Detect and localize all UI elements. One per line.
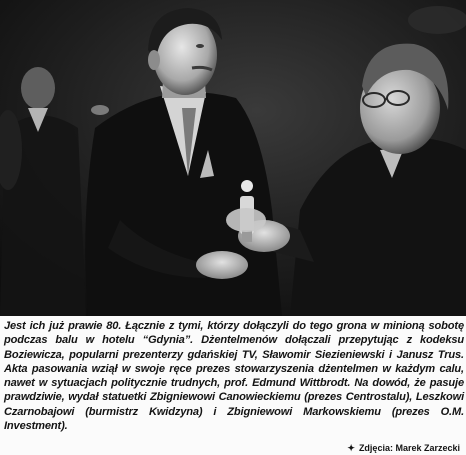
photo-caption: Jest ich już prawie 80. Łącznie z tymi, którzy dołączyli do tego grona w minioną sobotę podczas balu w hotelu “Gdynia”. Dżentelmenów dołączali przepytując z kodeksu Boziewicza, popularni prezenterzy gdańskiej TV, Sławomir Siezieniewski i Janusz Trus. Akta pasowania wziął w swoje ręce prezes stowarzyszenia dżentelmen w każdym calu, nawet w sytuacjach politycznie trudnych, prof. Edmund Wittbrodt. Na dowód, że pasuje prawdziwie, wydał statuetki Zbigniewowi Canowieckiemu (prezes Centrostalu), Leszkowi Czarnobajowi (burmistrz Kwidzyna) i Zbigniewowi Markowskiemu (prezes O.M. Investment).	[4, 320, 464, 433]
star-bullet-icon: ✦	[347, 443, 355, 453]
photo-credit-text: Zdjęcia: Marek Zarzecki	[358, 443, 460, 453]
photo-credit	[347, 442, 460, 454]
